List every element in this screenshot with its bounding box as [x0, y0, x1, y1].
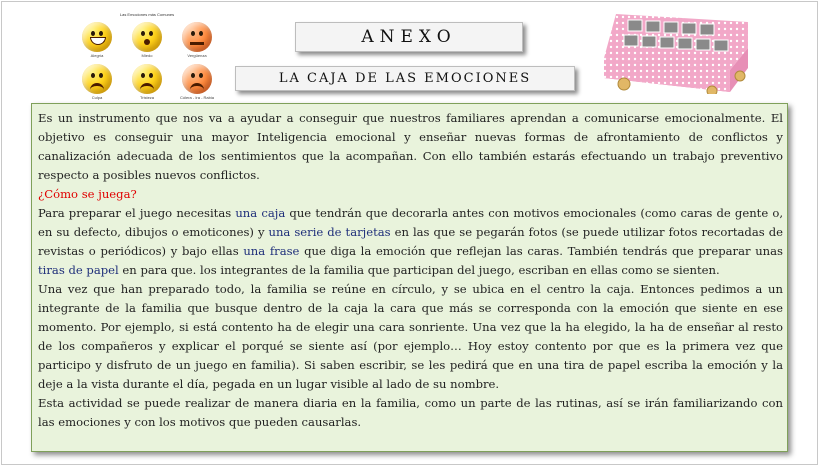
emotion-guilt: Culpa [77, 64, 117, 104]
page-title: ANEXO [295, 22, 523, 52]
emotion-sadness: Tristeza [127, 64, 167, 104]
highlight-box: una caja [235, 206, 286, 220]
guilty-face-icon [82, 64, 112, 94]
intro-paragraph: Es un instrumento que nos va a ayudar a conseguir que nuestros familiares aprendan a comunicarse emocionalmente. El objetivo es conseguir una mayor Inteligencia emocional y enseñar nuevas formas de afrontamiento de conflictos y canalización adecuada de los sentimientos que la acompañan. Con ello también estarás efectuando un trabajo preventivo respecto a posibles nuevos conflictos. [38, 111, 783, 182]
happy-face-icon [82, 22, 112, 52]
closing-paragraph: Esta actividad se puede realizar de manera diaria en la familia, como un parte de las rutinas, así se irán familiarizando con las emociones y con los motivos que pueden causarlas. [38, 396, 783, 429]
emotion-joy: Alegría [77, 22, 117, 62]
emotion-fear: Miedo [127, 22, 167, 62]
highlight-paper-strips: tiras de papel [38, 263, 119, 277]
preparation-paragraph: Para preparar el juego necesitas una caja que tendrán que decorarla antes con motivos emocionales (como caras de gente o, en su defecto, dibujos o emoticones) y una serie de tarjetas en las que se pegarán fotos (se puede utilizar fotos recortadas de revistas o periódicos) y bajo ellas una frase que diga la emoción que reflejan las caras. También tendrás que preparar unas tiras de papel en para que. los integrantes de la familia que participan del juego, escriban en ellas como se sienten. [38, 206, 784, 277]
emotions-title: Las Emociones más Comunes [119, 12, 175, 17]
section-question: ¿Cómo se juega? [38, 187, 137, 201]
emotion-shame: Vergüenza [177, 22, 217, 62]
page-subtitle: LA CAJA DE LAS EMOCIONES [235, 66, 575, 91]
sad-face-icon [132, 64, 162, 94]
highlight-cards: una serie de tarjetas [268, 225, 391, 239]
emotion-anger: Cólera - Ira - Rabia [177, 64, 217, 104]
content-box [31, 103, 788, 452]
highlight-phrase: una frase [243, 244, 300, 258]
emotions-illustration [72, 12, 222, 102]
embarrassed-face-icon [182, 22, 212, 52]
gameplay-paragraph: Una vez que han preparado todo, la familia se reúne en círculo, y se ubica en el centro la caja. Entonces pedimos a un integrante de la familia que busque dentro de la caja la cara que más se corresponda con la emoción que siente en ese momento. Por ejemplo, si está contento ha de elegir una cara sonriente. Una vez que la ha elegido, la ha de enseñar al resto de los compañeros y explicar el porqué se siente así (por ejemplo… Hoy estoy contento por que es la primera vez que participo y disfruto de un juego en familia). Si saben escribir, se les pedirá que en una tira de papel escriba la emoción y la deje a la vista durante el día, pegada en un lugar visible al lado de su nombre. [38, 282, 783, 391]
scared-face-icon [132, 22, 162, 52]
emotion-box-photo [602, 8, 750, 94]
angry-face-icon [182, 64, 212, 94]
